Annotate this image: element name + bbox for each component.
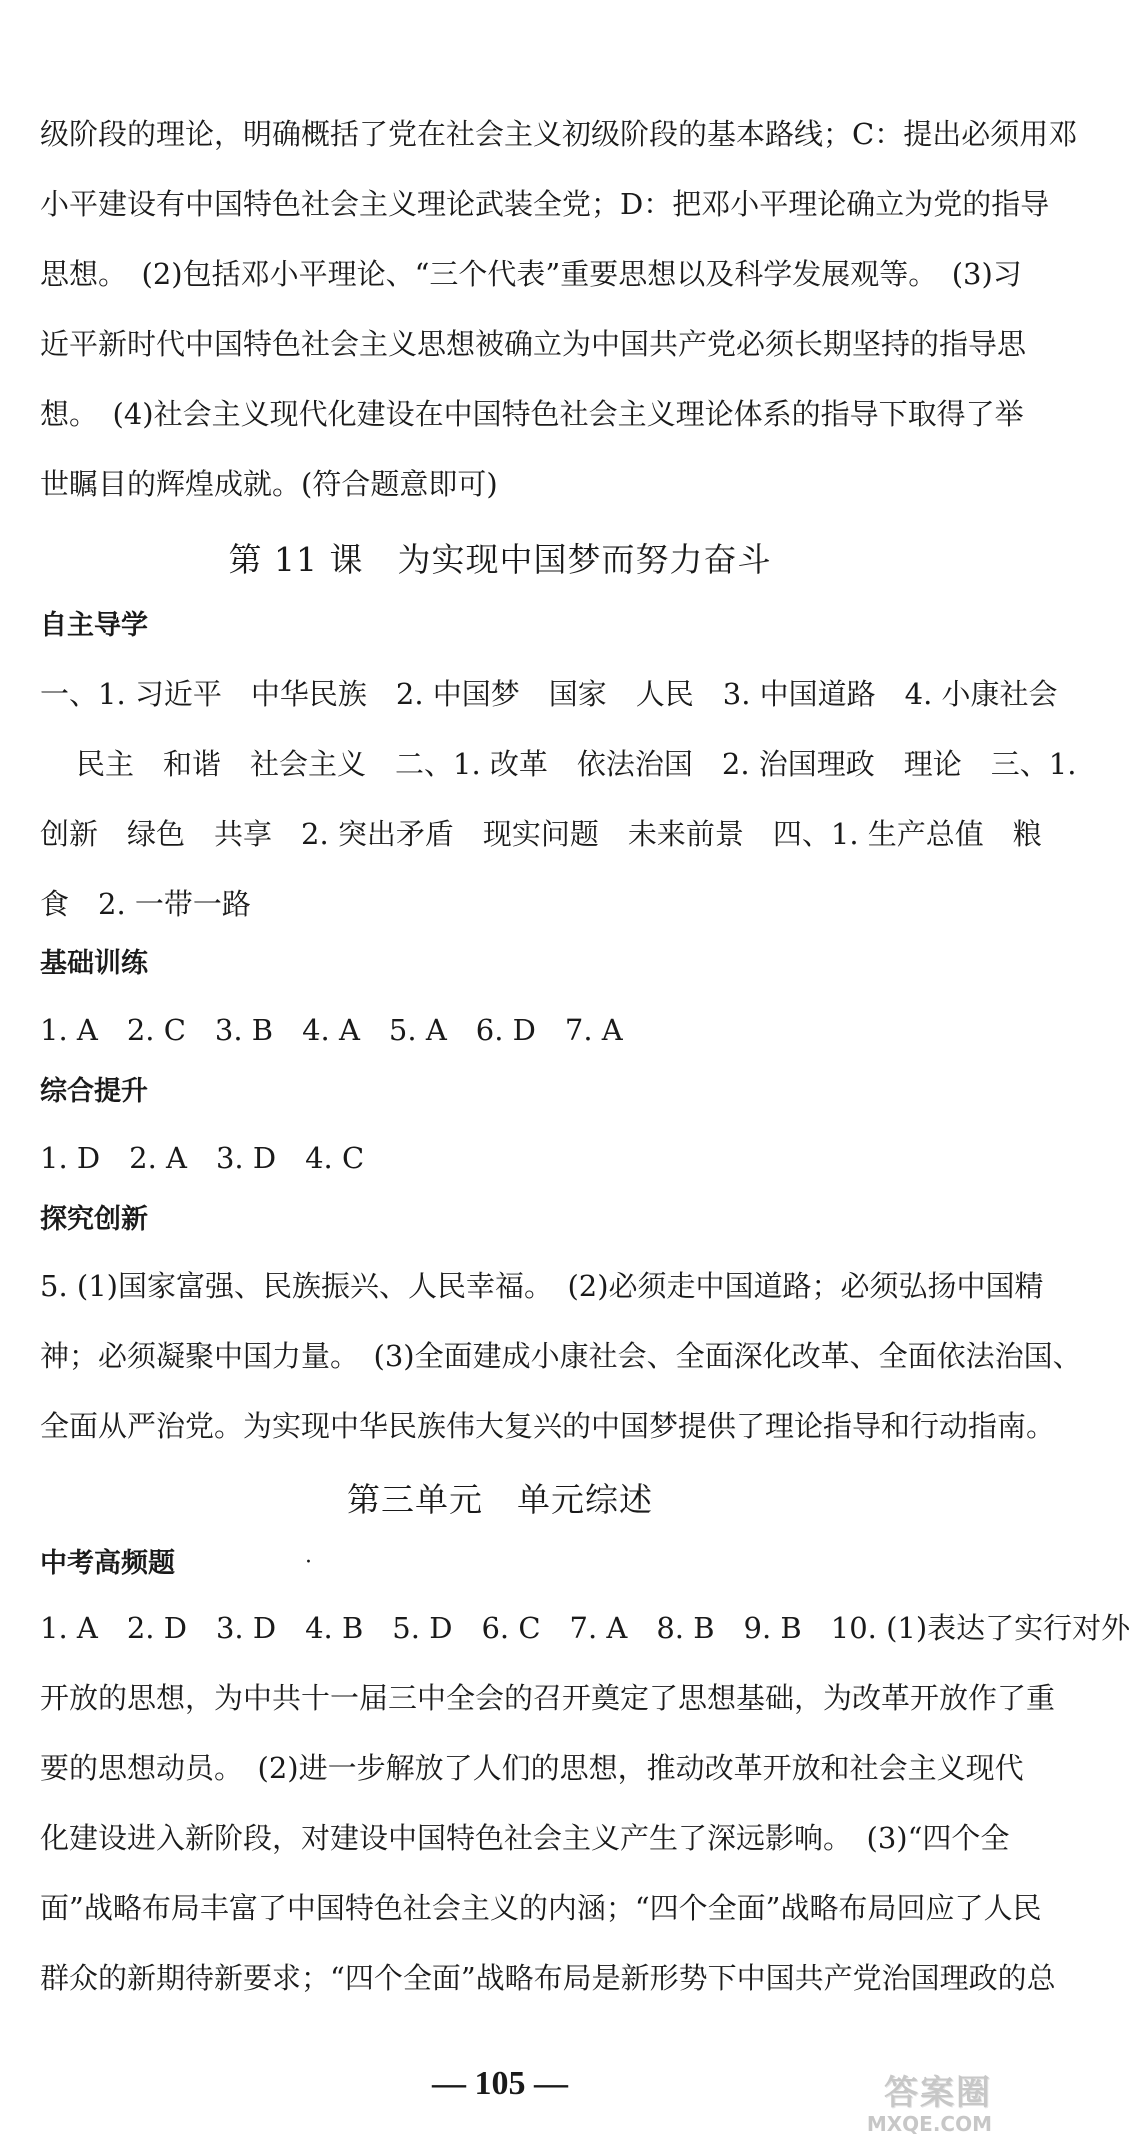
watermark-title: 答案圈 bbox=[884, 2073, 992, 2113]
text-line: 食 2. 一带一路 bbox=[40, 887, 251, 921]
text-line: 创新 绿色 共享 2. 突出矛盾 现实问题 未来前景 四、1. 生产总值 粮 bbox=[40, 817, 1042, 851]
text-line: 要的思想动员。 (2)进一步解放了人们的思想，推动改革开放和社会主义现代 bbox=[40, 1751, 1024, 1785]
text-line: 一、1. 习近平 中华民族 2. 中国梦 国家 人民 3. 中国道路 4. 小康社会 bbox=[40, 677, 1058, 711]
text-line: 神；必须凝聚中国力量。 (3)全面建成小康社会、全面深化改革、全面依法治国、 bbox=[40, 1339, 1082, 1373]
lesson-title: 第 11 课 为实现中国梦而努力奋斗 bbox=[228, 540, 772, 579]
text-line: 想。 (4)社会主义现代化建设在中国特色社会主义理论体系的指导下取得了举 bbox=[40, 397, 1024, 431]
text-line: 世瞩目的辉煌成就。(符合题意即可) bbox=[40, 467, 498, 501]
text-line: 群众的新期待新要求；“四个全面”战略布局是新形势下中国共产党治国理政的总 bbox=[40, 1961, 1056, 1995]
text-line: 开放的思想，为中共十一届三中全会的召开奠定了思想基础，为改革开放作了重 bbox=[40, 1681, 1056, 1715]
text-line: 思想。 (2)包括邓小平理论、“三个代表”重要思想以及科学发展观等。 (3)习 bbox=[40, 257, 1022, 291]
unit-title: 第三单元 单元综述 bbox=[347, 1480, 653, 1519]
text-line: 近平新时代中国特色社会主义思想被确立为中国共产党必须长期坚持的指导思 bbox=[40, 327, 1027, 361]
section-heading-zhongkao: 中考高频题 bbox=[40, 1548, 175, 1579]
watermark-logo bbox=[762, 2074, 992, 2138]
stray-mark: · bbox=[305, 1550, 312, 1575]
text-line: 民主 和谐 社会主义 二、1. 改革 依法治国 2. 治国理政 理论 三、1. bbox=[76, 747, 1077, 781]
watermark-url: MXQE.COM bbox=[866, 2112, 992, 2136]
text-line: 面”战略布局丰富了中国特色社会主义的内涵；“四个全面”战略布局回应了人民 bbox=[40, 1891, 1042, 1925]
answer-line: 1. A 2. C 3. B 4. A 5. A 6. D 7. A bbox=[40, 1013, 623, 1047]
answer-line: 1. A 2. D 3. D 4. B 5. D 6. C 7. A 8. B 9. B 10. (1)表达了实行对外 bbox=[40, 1611, 1130, 1645]
section-heading-tanjiu: 探究创新 bbox=[40, 1204, 148, 1235]
section-heading-zonghe: 综合提升 bbox=[40, 1076, 148, 1107]
answer-line: 1. D 2. A 3. D 4. C bbox=[40, 1141, 365, 1175]
text-line: 化建设进入新阶段，对建设中国特色社会主义产生了深远影响。 (3)“四个全 bbox=[40, 1821, 1010, 1855]
section-heading-jichu: 基础训练 bbox=[40, 948, 148, 979]
text-line: 5. (1)国家富强、民族振兴、人民幸福。 (2)必须走中国道路；必须弘扬中国精 bbox=[40, 1269, 1044, 1303]
text-line: 级阶段的理论，明确概括了党在社会主义初级阶段的基本路线；C：提出必须用邓 bbox=[40, 117, 1078, 151]
text-line: 全面从严治党。为实现中华民族伟大复兴的中国梦提供了理论指导和行动指南。 bbox=[40, 1409, 1056, 1443]
text-line: 小平建设有中国特色社会主义理论武装全党；D：把邓小平理论确立为党的指导 bbox=[40, 187, 1050, 221]
page-number: — 105 — bbox=[432, 2065, 568, 2102]
section-heading-zizhu: 自主导学 bbox=[40, 610, 148, 641]
